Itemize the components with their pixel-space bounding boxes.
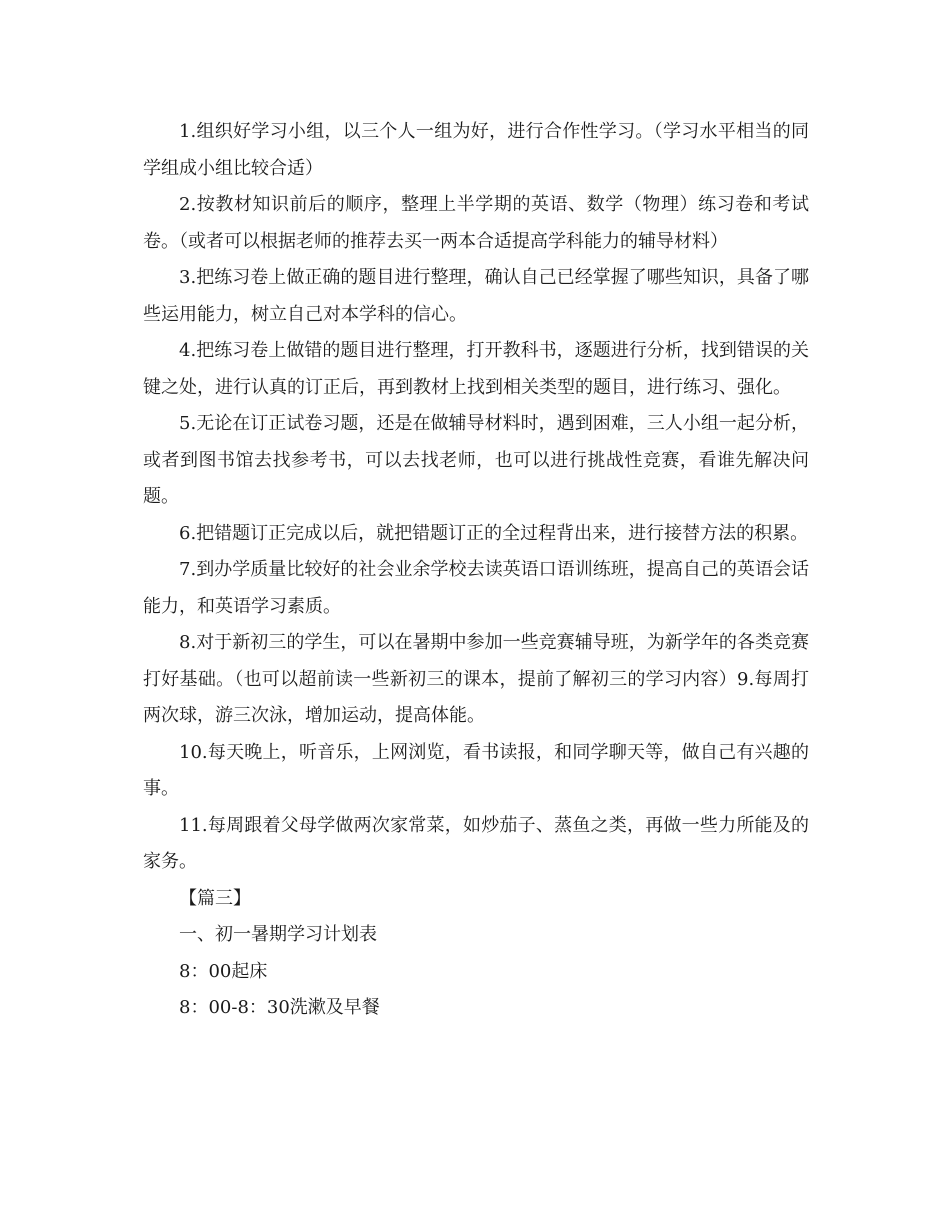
section-heading: 【篇三】 — [179, 887, 251, 909]
schedule-item: 8：00起床 — [179, 960, 268, 982]
paragraph-10: 10.每天晚上，听音乐，上网浏览，看书读报，和同学聊天等，做自己有兴趣的事。 — [143, 741, 809, 799]
paragraph-4: 4.把练习卷上做错的题目进行整理，打开教科书，逐题进行分析，找到错误的关键之处，进行认真的订正后，再到教材上找到相关类型的题目，进行练习、强化。 — [143, 340, 809, 398]
paragraph-2: 2.按教材知识前后的顺序，整理上半学期的英语、数学（物理）练习卷和考试卷。（或者可以根据老师的推荐去买一两本合适提高学科能力的辅导材料） — [143, 194, 809, 252]
schedule-item: 8：00-8：30洗漱及早餐 — [179, 997, 380, 1018]
paragraph-6: 6.把错题订正完成以后，就把错题订正的全过程背出来，进行接替方法的积累。 — [179, 522, 809, 544]
paragraph-7: 7.到办学质量比较好的社会业余学校去读英语口语训练班，提高自己的英语会话能力，和英语学习素质。 — [143, 559, 809, 617]
paragraph-8: 8.对于新初三的学生，可以在暑期中参加一些竞赛辅导班，为新学年的各类竞赛打好基础。（也可以超前读一些新初三的课本，提前了解初三的学习内容）9.每周打两次球，游三次泳，增加运动，提高体能。 — [143, 632, 809, 726]
schedule-title: 一、初一暑期学习计划表 — [179, 924, 377, 945]
paragraph-5: 5.无论在订正试卷习题，还是在做辅导材料时，遇到困难，三人小组一起分析，或者到图书馆去找参考书，可以去找老师，也可以进行挑战性竞赛，看谁先解决问题。 — [143, 413, 809, 507]
document-body — [143, 114, 809, 1027]
paragraph-1: 1.组织好学习小组，以三个人一组为好，进行合作性学习。（学习水平相当的同学组成小组比较合适） — [143, 121, 809, 179]
paragraph-11: 11.每周跟着父母学做两次家常菜，如炒茄子、蒸鱼之类，再做一些力所能及的家务。 — [143, 814, 809, 872]
paragraph-3: 3.把练习卷上做正确的题目进行整理，确认自己已经掌握了哪些知识，具备了哪些运用能力，树立自己对本学科的信心。 — [143, 267, 809, 325]
